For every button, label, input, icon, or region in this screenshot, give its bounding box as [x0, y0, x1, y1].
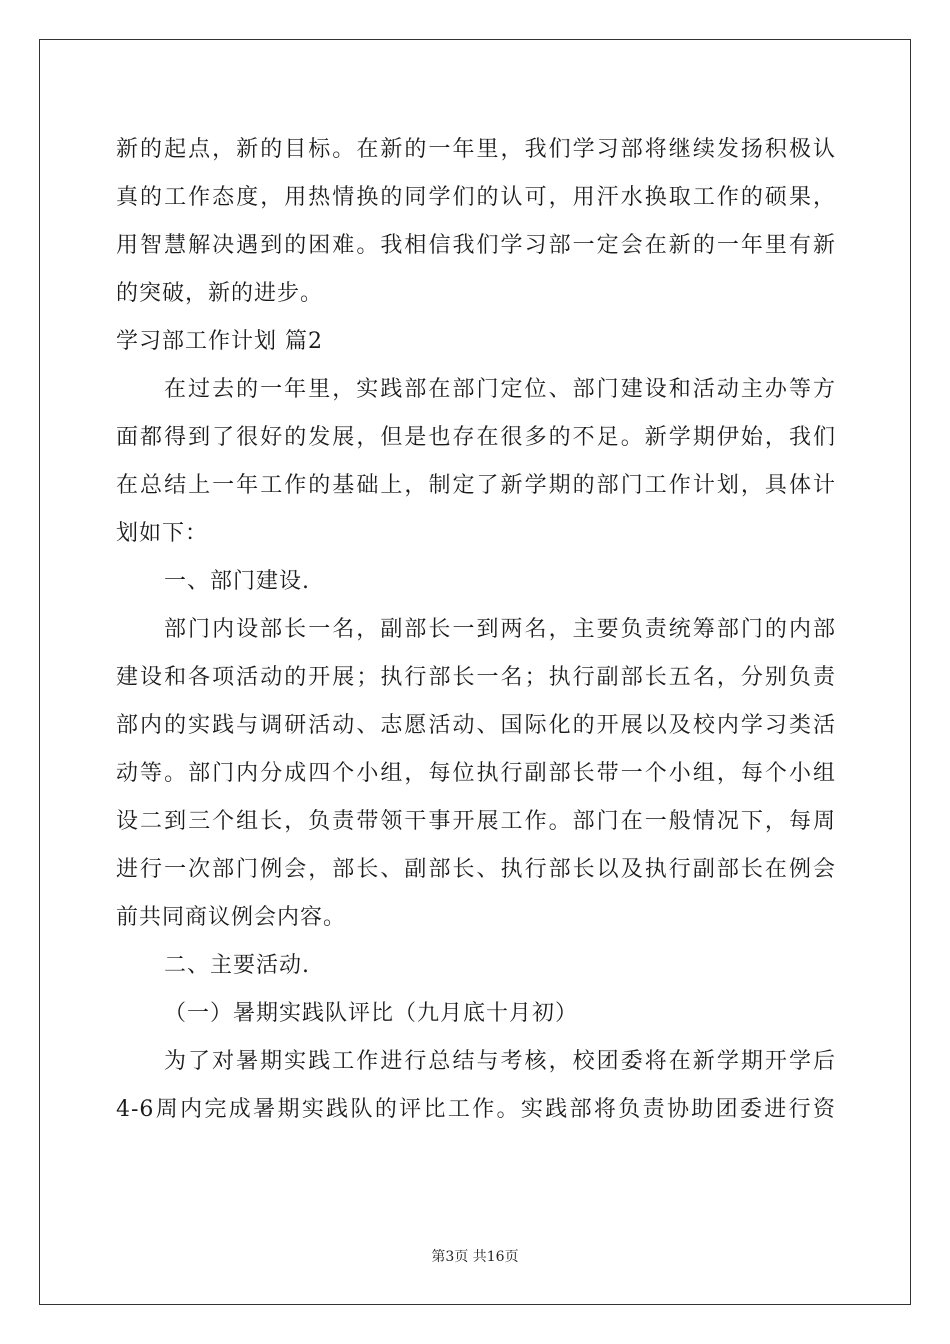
text-line-content: 学习部工作计划 篇2	[116, 329, 323, 354]
text-line-content: 4-6周内完成暑期实践队的评比工作。实践部将负责协助团委进行资	[116, 1097, 836, 1122]
text-line-content: 建设和各项活动的开展；执行部长一名；执行副部长五名，分别负责	[116, 665, 836, 690]
text-line	[116, 894, 836, 942]
text-line-content: 在总结上一年工作的基础上，制定了新学期的部门工作计划，具体计	[116, 473, 836, 498]
text-line	[116, 126, 836, 174]
text-line	[116, 606, 836, 654]
text-line	[116, 702, 836, 750]
text-line	[116, 798, 836, 846]
text-line-content: 一、部门建设.	[164, 569, 310, 594]
text-line-content: 新的起点，新的目标。在新的一年里，我们学习部将继续发扬积极认	[116, 137, 836, 162]
text-line	[116, 270, 836, 318]
text-line-content: 部门内设部长一名，副部长一到两名，主要负责统筹部门的内部	[164, 617, 836, 642]
text-line	[116, 1038, 836, 1086]
text-line-content: 在过去的一年里，实践部在部门定位、部门建设和活动主办等方	[164, 377, 836, 402]
text-line	[116, 462, 836, 510]
text-line-content: 真的工作态度，用热情换的同学们的认可，用汗水换取工作的硕果，	[116, 185, 836, 210]
text-line	[116, 414, 836, 462]
text-line-content: 面都得到了很好的发展，但是也存在很多的不足。新学期伊始，我们	[116, 425, 836, 450]
text-line-content: 的突破，新的进步。	[116, 281, 324, 306]
text-line-content: 设二到三个组长，负责带领干事开展工作。部门在一般情况下，每周	[116, 809, 836, 834]
text-line	[116, 654, 836, 702]
text-line	[116, 174, 836, 222]
text-line-content: 进行一次部门例会，部长、副部长、执行部长以及执行副部长在例会	[116, 857, 836, 882]
text-line	[116, 942, 836, 990]
text-line-content: 为了对暑期实践工作进行总结与考核，校团委将在新学期开学后	[164, 1049, 836, 1074]
text-line-content: 用智慧解决遇到的困难。我相信我们学习部一定会在新的一年里有新	[116, 233, 836, 258]
text-line-content: （一）暑期实践队评比（九月底十月初）	[164, 1001, 579, 1026]
text-line	[116, 846, 836, 894]
text-line-content: 划如下：	[116, 521, 209, 546]
text-line	[116, 318, 836, 366]
text-line	[116, 558, 836, 606]
text-line-content: 二、主要活动.	[164, 953, 310, 978]
text-line	[116, 990, 836, 1038]
text-line	[116, 1086, 836, 1134]
text-line-content: 部内的实践与调研活动、志愿活动、国际化的开展以及校内学习类活	[116, 713, 836, 738]
text-line	[116, 222, 836, 270]
text-line	[116, 510, 836, 558]
document-body	[116, 126, 836, 1134]
text-line	[116, 750, 836, 798]
page-footer: 第3页 共16页	[431, 1249, 519, 1265]
text-line-content: 前共同商议例会内容。	[116, 905, 347, 930]
text-line	[116, 366, 836, 414]
text-line-content: 动等。部门内分成四个小组，每位执行副部长带一个小组，每个小组	[116, 761, 836, 786]
